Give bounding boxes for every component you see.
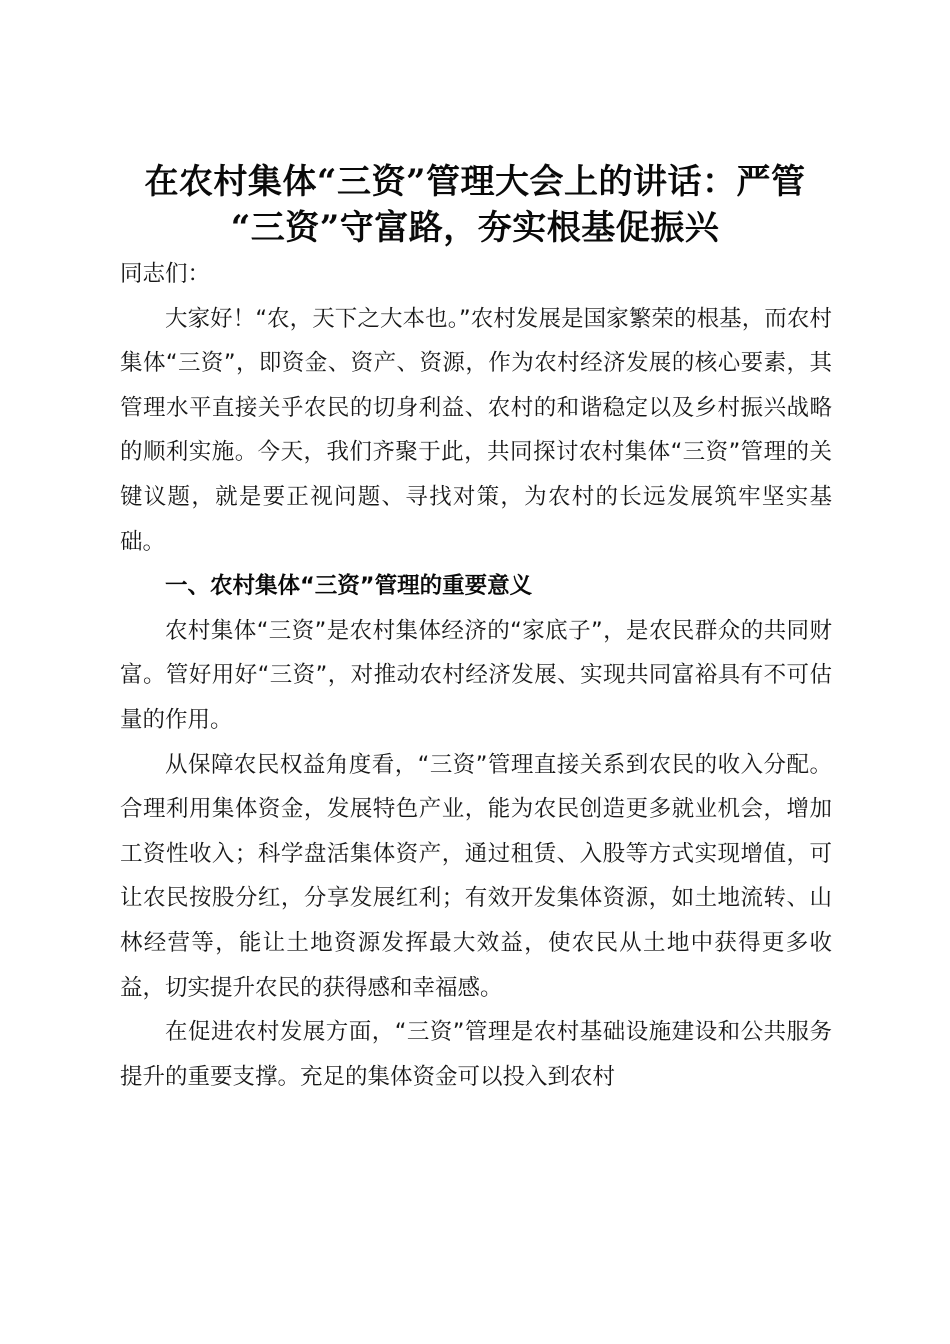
document-title (100, 159, 850, 251)
document-body (120, 252, 832, 1099)
title-line-1: 在农村集体“三资”管理大会上的讲话：严管 (144, 161, 806, 202)
section-paragraph-1: 农村集体“三资”是农村集体经济的“家底子”，是农民群众的共同财富。管好用好“三资”，对推动农村经济发展、实现共同富裕具有不可估量的作用。 (120, 617, 832, 733)
salutation: 同志们： (120, 261, 211, 287)
section-paragraph-2: 从保障农民权益角度看，“三资”管理直接关系到农民的收入分配。合理利用集体资金，发展特色产业，能为农民创造更多就业机会，增加工资性收入；科学盘活集体资产，通过租赁、入股等方式实现增值，可让农民按股分红，分享发展红利；有效开发集体资源，如土地流转、山林经营等，能让土地资源发挥最大效益，使农民从土地中获得更多收益，切实提升农民的获得感和幸福感。 (120, 751, 832, 1001)
section-paragraph-3: 在促进农村发展方面，“三资”管理是农村基础设施建设和公共服务提升的重要支撑。充足的集体资金可以投入到农村 (120, 1019, 832, 1090)
opening-paragraph: 大家好！“农，天下之大本也。”农村发展是国家繁荣的根基，而农村集体“三资”，即资金、资产、资源，作为农村经济发展的核心要素，其管理水平直接关乎农民的切身利益、农村的和谐稳定以及乡村振兴战略的顺利实施。今天，我们齐聚于此，共同探讨农村集体“三资”管理的关键议题，就是要正视问题、寻找对策，为农村的长远发展筑牢坚实基础。 (120, 305, 832, 555)
title-line-2: “三资”守富路，夯实根基促振兴 (230, 207, 720, 248)
section-heading: 一、农村集体“三资”管理的重要意义 (165, 573, 533, 600)
